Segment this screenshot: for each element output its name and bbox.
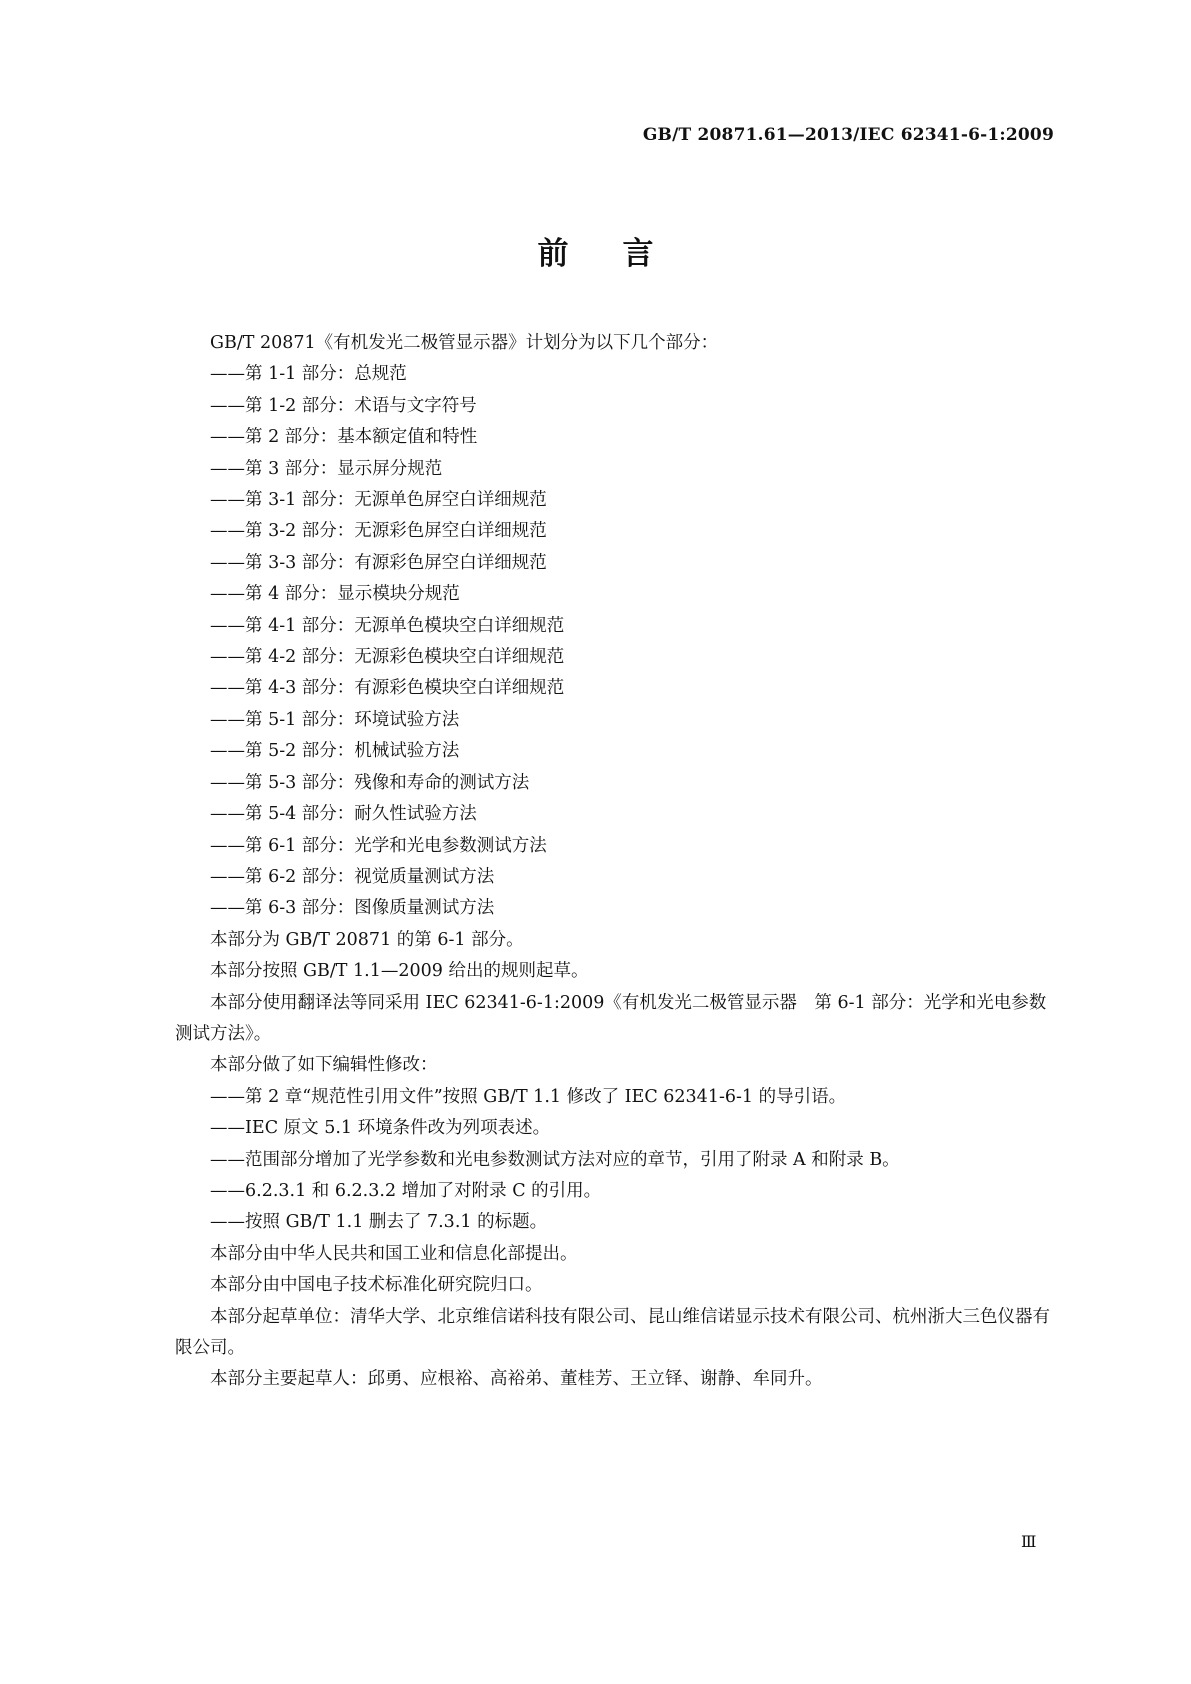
list-item: ——IEC 原文 5.1 环境条件改为列项表述。 xyxy=(210,1118,551,1139)
edits-list xyxy=(175,1082,1063,1239)
list-item: ——第 6-1 部分：光学和光电参数测试方法 xyxy=(210,835,547,856)
intro-paragraph: GB/T 20871《有机发光二极管显示器》计划分为以下几个部分： xyxy=(210,333,719,353)
list-item: ——范围部分增加了光学参数和光电参数测试方法对应的章节，引用了附录 A 和附录 B。 xyxy=(210,1149,900,1170)
drafting-rules-statement: 本部分按照 GB/T 1.1—2009 给出的规则起草。 xyxy=(210,961,589,982)
list-item: ——第 2 章“规范性引用文件”按照 GB/T 1.1 修改了 IEC 62341-6-1 的导引语。 xyxy=(210,1086,847,1107)
list-item: ——第 4-3 部分：有源彩色模块空白详细规范 xyxy=(210,678,565,699)
list-item: ——第 2 部分：基本额定值和特性 xyxy=(210,427,478,448)
edits-intro: 本部分做了如下编辑性修改： xyxy=(210,1055,438,1076)
centralized-by-statement: 本部分由中国电子技术标准化研究院归口。 xyxy=(210,1275,543,1296)
drafting-units-statement: 本部分起草单位：清华大学、北京维信诺科技有限公司、昆山维信诺显示技术有限公司、杭州浙大三色仪器有限公司。 xyxy=(175,1306,1050,1358)
list-item: ——第 4-2 部分：无源彩色模块空白详细规范 xyxy=(210,647,565,668)
list-item: ——第 1-2 部分：术语与文字符号 xyxy=(210,395,477,416)
list-item: ——第 4 部分：显示模块分规范 xyxy=(210,584,460,605)
list-item: ——第 3-2 部分：无源彩色屏空白详细规范 xyxy=(210,521,547,542)
list-item: ——第 6-2 部分：视觉质量测试方法 xyxy=(210,866,495,887)
list-item: ——第 5-2 部分：机械试验方法 xyxy=(210,741,460,762)
list-item: ——6.2.3.1 和 6.2.3.2 增加了对附录 C 的引用。 xyxy=(210,1180,602,1201)
list-item: ——第 1-1 部分：总规范 xyxy=(210,364,407,385)
parts-list xyxy=(175,359,1063,924)
page-number: Ⅲ xyxy=(1021,1532,1037,1551)
list-item: ——第 3-3 部分：有源彩色屏空白详细规范 xyxy=(210,552,547,573)
main-drafters-statement: 本部分主要起草人：邱勇、应根裕、高裕弟、董桂芳、王立铎、谢静、牟同升。 xyxy=(210,1369,823,1390)
proposed-by-statement: 本部分由中华人民共和国工业和信息化部提出。 xyxy=(210,1243,578,1264)
page-title: 前言 xyxy=(537,236,708,272)
foreword-body xyxy=(175,328,1063,1396)
list-item: ——第 4-1 部分：无源单色模块空白详细规范 xyxy=(210,615,565,636)
list-item: ——按照 GB/T 1.1 删去了 7.3.1 的标题。 xyxy=(210,1212,548,1233)
standard-number-header: GB/T 20871.61—2013/IEC 62341-6-1:2009 xyxy=(642,125,1054,145)
this-part-statement: 本部分为 GB/T 20871 的第 6-1 部分。 xyxy=(210,929,524,950)
list-item: ——第 3-1 部分：无源单色屏空白详细规范 xyxy=(210,490,547,511)
list-item: ——第 6-3 部分：图像质量测试方法 xyxy=(210,898,495,919)
list-item: ——第 5-1 部分：环境试验方法 xyxy=(210,709,460,730)
translation-statement: 本部分使用翻译法等同采用 IEC 62341-6-1:2009《有机发光二极管显示器 第 6-1 部分：光学和光电参数测试方法》。 xyxy=(175,992,1047,1044)
list-item: ——第 5-3 部分：残像和寿命的测试方法 xyxy=(210,772,530,793)
list-item: ——第 5-4 部分：耐久性试验方法 xyxy=(210,804,477,825)
list-item: ——第 3 部分：显示屏分规范 xyxy=(210,458,443,479)
